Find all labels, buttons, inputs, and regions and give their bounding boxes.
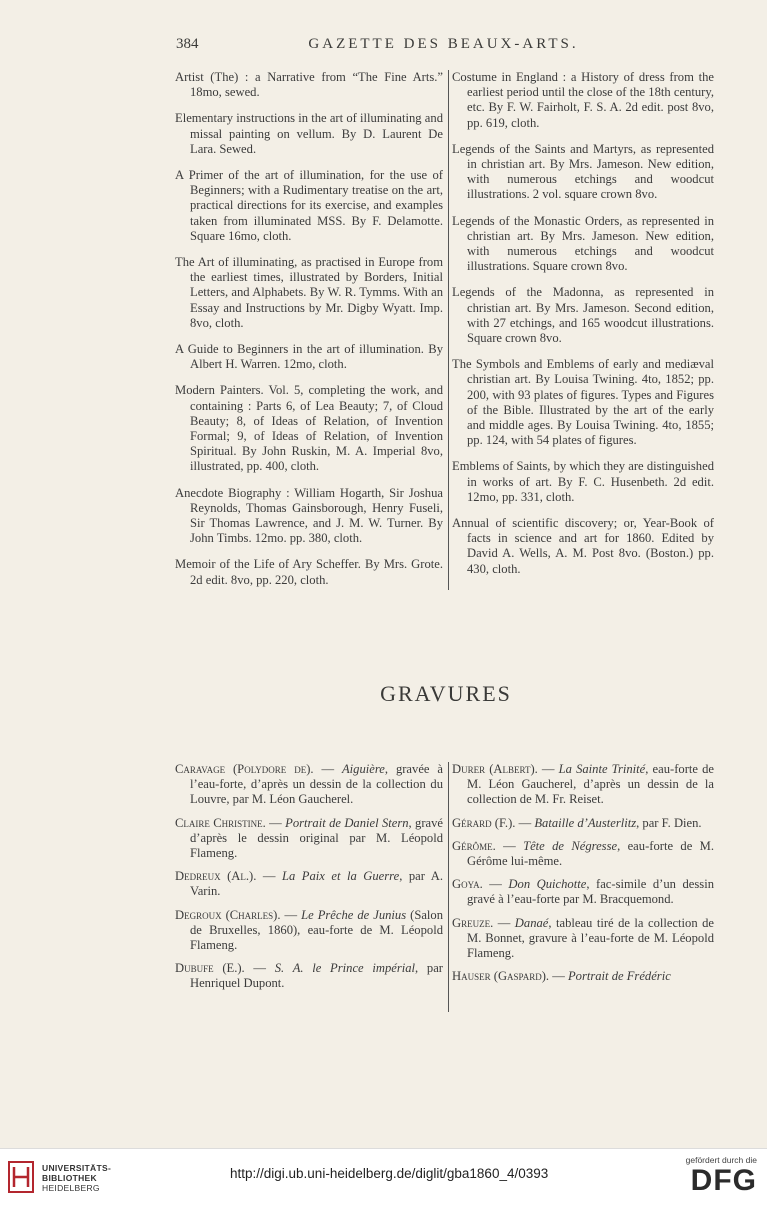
artist-name: Degroux (Charles). <box>175 907 281 922</box>
book-entry: Legends of the Saints and Martyrs, as represented in christian art. By Mrs. Jameson. New edition, with numerous etchings and woodcut illustrations. 2 vol. square crown 8vo. <box>452 141 714 202</box>
book-entry: Elementary instructions in the art of illuminating and missal painting on vellum. By D. Laurent De Lara. Sewed. <box>175 111 443 156</box>
university-library-logo[interactable] <box>8 1161 148 1201</box>
book-entry: A Guide to Beginners in the art of illumination. By Albert H. Warren. 12mo, cloth. <box>175 342 443 372</box>
book-entry: The Art of illuminating, as practised in Europe from the earliest times, illustrated by Borders, Initial Letters, and Alphabets. By W. R. Tymms. With an Essay and Instructions by Mr. Digby Wyatt. Imp. 8vo, cloth. <box>175 255 443 330</box>
book-entry: The Symbols and Emblems of early and mediæval christian art. By Louisa Twining. 4to, 1852; pp. 200, with 93 plates of figures. Types and Figures of the Bible. Illustrated by the art of the early and middle ages. By Louisa Twining. 4to, 1855; pp. 124, with 54 plates of figures. <box>452 357 714 448</box>
work-title: La Paix et la Guerre <box>282 869 400 884</box>
artist-name: Goya. <box>452 877 483 892</box>
artist-name: Gérôme. <box>452 838 496 853</box>
work-title: S. A. le Prince impérial <box>274 961 416 976</box>
artist-name: Gérard (F.). <box>452 815 516 830</box>
column-rule <box>448 762 449 1012</box>
sponsor-caption: gefördert durch die <box>685 1155 757 1165</box>
dfg-mark: DFG <box>690 1164 757 1197</box>
gravures-list-left <box>175 762 443 1000</box>
artist-name: Dedreux (Al.). <box>175 869 257 884</box>
gravure-entry: Claire Christine. — Portrait de Daniel Stern, gravé d’après le dessin original par M. Léopold Flameng. <box>175 815 444 861</box>
gravures-list-right <box>452 762 714 992</box>
book-entry: Memoir of the Life of Ary Scheffer. By Mrs. Grote. 2d edit. 8vo, pp. 220, cloth. <box>175 557 443 587</box>
work-title: Danaé <box>514 915 549 930</box>
book-entry: Anecdote Biography : William Hogarth, Sir Joshua Reynolds, Thomas Gainsborough, Henry Fuseli, Sir Thomas Lawrence, and J. M. W. Turner. By John Timbs. 12mo. pp. 380, cloth. <box>175 485 443 546</box>
book-entry: Legends of the Madonna, as represented in christian art. By Mrs. Jameson. Second edition, with 27 etchings, and 165 woodcut illustrations. Square crown 8vo. <box>452 285 714 346</box>
running-title: GAZETTE DES BEAUX-ARTS. <box>308 36 579 52</box>
work-title: Don Quichotte <box>508 877 587 892</box>
gravure-entry: Dubufe (E.). — S. A. le Prince impérial, par Henriquel Dupont. <box>175 961 443 991</box>
page-number: 384 <box>176 36 199 52</box>
viewer-footer <box>0 1148 767 1207</box>
gravure-entry: Gérard (F.). — Bataille d’Austerlitz, par F. Dien. <box>452 815 702 830</box>
book-entry: Annual of scientific discovery; or, Year-Book of facts in science and art for 1860. Edited by David A. Wells, A. M. Post 8vo. (Boston.) pp. 430, cloth. <box>452 516 714 576</box>
book-list-right <box>452 70 714 588</box>
work-title: Portrait de Daniel Stern <box>285 815 409 830</box>
book-list-left <box>175 70 443 599</box>
work-title: La Sainte Trinité <box>558 762 646 776</box>
artist-name: Hauser (Gaspard). <box>452 969 550 984</box>
book-entry: Artist (The) : a Narrative from “The Fine Arts.” 18mo, sewed. <box>175 70 443 100</box>
gravure-entry: Dedreux (Al.). — La Paix et la Guerre, par A. Varin. <box>175 869 443 899</box>
work-title: Le Prêche de Junius <box>301 907 407 922</box>
gravure-entry: Goya. — Don Quichotte, fac-simile d’un dessin gravé à l’eau-forte par M. Bracquemond. <box>452 877 714 907</box>
work-title: Aiguière <box>341 762 385 776</box>
work-title: Portrait de Frédéric <box>567 969 671 984</box>
book-entry: Modern Painters. Vol. 5, completing the work, and containing : Parts 6, of Lea Beauty; 7, of Cloud Beauty; 8, of Ideas of Relation, of Invention Formal; 9, of Ideas of Relation, of Invention Spiritual. By John Ruskin, M. A. Imperial 8vo, illustrated, pp. 400, cloth. <box>175 383 443 474</box>
gravure-entry: Greuze. — Danaé, tableau tiré de la collection de M. Bonnet, gravure à l’eau-forte de M. Léopold Flameng. <box>452 915 715 961</box>
permalink-url[interactable]: http://digi.ub.uni-heidelberg.de/diglit/gba1860_4/0393 <box>230 1166 549 1181</box>
institution-name: UNIVERSITÄTS- BIBLIOTHEK HEIDELBERG <box>42 1163 112 1193</box>
book-entry: Legends of the Monastic Orders, as represented in christian art. By Mrs. Jameson. New edition, with numerous etchings and woodcut illustrations. Square crown 8vo. <box>452 213 714 274</box>
gravure-entry: Hauser (Gaspard). — Portrait de Frédéric <box>452 969 671 984</box>
section-title-gravures: GRAVURES <box>380 681 512 706</box>
book-entry: Costume in England : a History of dress from the earliest period until the close of the 18th century, etc. By F. W. Fairholt, F. S. A. 2d edit. post 8vo, pp. 619, cloth. <box>452 70 714 130</box>
artist-name: Dubufe (E.). <box>175 961 245 976</box>
book-entry: A Primer of the art of illumination, for the use of Beginners; with a Rudimentary treatise on the art, practical directions for its exercise, and examples taken from illuminated MSS. By F. Delamotte. Square 16mo, cloth. <box>175 168 443 243</box>
artist-name: Greuze. <box>452 915 494 930</box>
work-title: Tête de Négresse <box>523 838 618 853</box>
gravure-entry: Gérôme. — Tête de Négresse, eau-forte de M. Gérôme lui-même. <box>452 838 714 869</box>
running-head <box>176 36 711 56</box>
artist-name: Claire Christine. <box>175 815 266 830</box>
gravure-entry: Degroux (Charles). — Le Prêche de Junius (Salon de Bruxelles, 1860), eau-forte de M. Léopold Flameng. <box>175 907 444 953</box>
gravure-entry: Caravage (Polydore de). — Aiguière, gravée à l’eau-forte, d’après un dessin de la collection du Louvre, par M. Léon Gaucherel. <box>175 762 443 807</box>
artist-name: Durer (Albert). <box>452 762 538 776</box>
column-rule <box>448 70 449 590</box>
book-entry: Emblems of Saints, by which they are distinguished in works of art. By F. C. Husenbeth. 2d edit. 12mo, pp. 331, cloth. <box>452 459 714 504</box>
work-title: Bataille d’Austerlitz <box>534 815 637 830</box>
artist-name: Caravage (Polydore de). <box>175 762 314 776</box>
dfg-sponsor-logo[interactable] <box>667 1155 757 1203</box>
gravure-entry: Durer (Albert). — La Sainte Trinité, eau-forte de M. Léon Gaucherel, d’après un dessin de la collection de M. Fr. Reiset. <box>452 762 715 807</box>
library-emblem-icon <box>8 1161 34 1193</box>
